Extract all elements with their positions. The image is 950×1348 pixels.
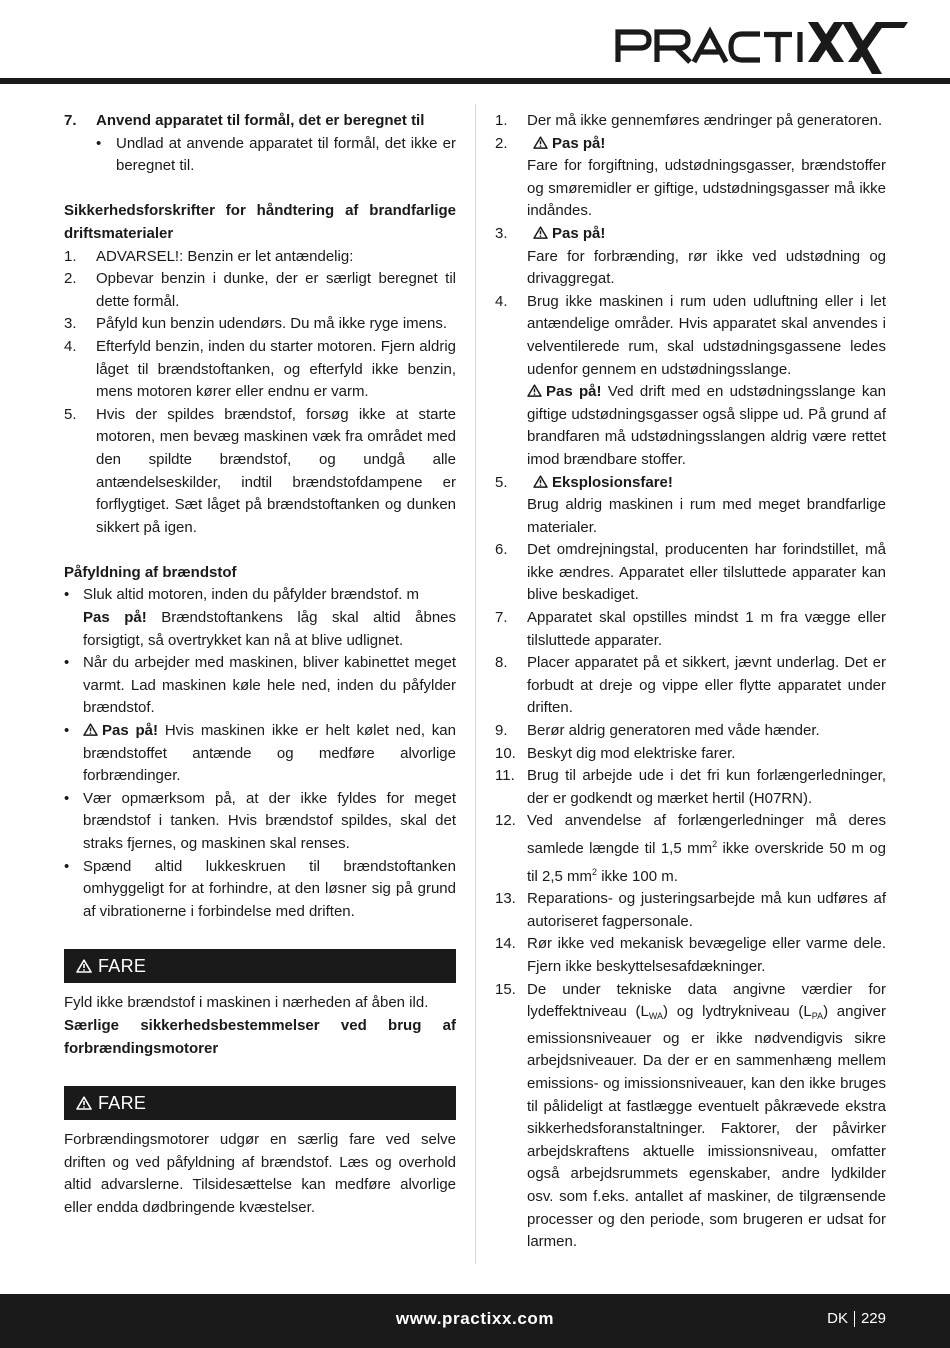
list-item: 14. Rør ikke ved mekanisk bevægelige eller varme dele. Fjern ikke beskyttelsesafdækninger. [495,935,886,975]
right-column [495,110,886,1254]
refuel-bullet: • Spænd altid lukkeskruen til brændstoftanken omhyggeligt for at forhindre, at den løsner sig på grund af vibrationerne i forbindelse med driften. [64,857,456,920]
refuel-bullet: • Sluk altid motoren, inden du påfylder brændstof. m Pas på! Brændstoftankens låg skal altid åbnes forsigtigt, så overtrykket kan nå at blive udlignet. [64,586,457,649]
warning-triangle-icon [76,959,92,973]
website-link[interactable]: www.practixx.com [395,1309,555,1328]
language-code: DK [827,1310,848,1327]
fuel-item: 4. Efterfyld benzin, inden du starter motoren. Fjern aldrig låget til brændstoftanken, og efterfyld ikke benzin, mens motoren kører eller endnu er varm. [64,337,456,401]
list-item: 12. Ved anvendelse af forlængerledninger må deres samlede længde til 1,5 $mm^2$ ikke overskride 50 m og til 2,5 $mm^2$ ikke 100 m. [495,812,886,885]
page-indicator [827,1310,886,1327]
item-7: 7. Anvend apparatet til formål, det er beregnet til [64,110,456,133]
danger-banner: FARE [64,1086,456,1120]
divider [854,1311,855,1327]
list-item: 5. Eksplosionsfare! Brug aldrig maskinen i rum med meget brandfarlige materialer. [495,473,886,536]
fuel-item: 1. ADVARSEL!: Benzin er let antændelig: [64,247,354,265]
warning-triangle-icon [533,475,548,488]
danger-text: Forbrændingsmotorer udgør en særlig fare ved selve driften og ved påfyldning af brændstof. Læs og overhold altid advarslerne. Tilsidesættelse kan medføre alvorlige eller endda dødbringende kvæstelser. [64,1131,456,1216]
warning-triangle-icon [533,136,548,149]
list-item: 8. Placer apparatet på et sikkert, jævnt underlag. Det er forbudt at dreje og vippe eller flytte apparatet under driften. [495,654,886,717]
list-item: 6. Det omdrejningstal, producenten har forindstillet, må ikke ændres. Apparatet eller tilsluttede apparater kan blive beskadiget. [495,541,886,604]
list-item: 11. Brug til arbejde ude i det fri kun forlængerledninger, der er godkendt og mærket hertil (H07RN). [495,767,886,807]
svg-text:PRACTIXX: PRACTIXX [614,16,620,17]
list-item: 4. Brug ikke maskinen i rum uden udluftning eller i let antændelige områder. Hvis apparatet skal anvendes i velventilerede rum, skal udstødningsgassene ledes udenfor gennem en udstødningsslange. Pas på! Ved drift med en udstødningsslange kan giftige udstødningsgasser også slippe ud. På grund af brandfaren må udstødningsslangen aldrig være rettet imod brændbare stoffer. [495,292,887,468]
header-rule [0,78,950,84]
fuel-safety-heading: Sikkerhedsforskrifter for håndtering af brandfarlige driftsmaterialer [64,202,456,242]
list-item: 2. Pas på! Fare for forgiftning, udstødningsgasser, brændstoffer og smøremidler er giftige, udstødningsgasser må ikke indåndes. [495,134,886,220]
fuel-item: 5. Hvis der spildes brændstof, forsøg ikke at starte motoren, men bevæg maskinen væk fra området med den spildte brændstof, og undgå alle antændelseskilder, indtil brændstofdampene er forflygtiget. Sæt låget på brændstoftanken og dunken sikkert på igen. [64,405,456,536]
refuel-bullet: • Pas på! Hvis maskinen ikke er helt kølet ned, kan brændstoffet antænde og medføre alvorlige forbrændinger. [64,722,456,785]
engine-safety-heading: Særlige sikkerhedsbestemmelser ved brug af forbrændingsmotorer [64,1016,456,1057]
warning-triangle-icon [76,1096,92,1110]
page-number: 229 [860,1310,886,1327]
warning-triangle-icon [527,384,542,397]
refuel-bullet: • Vær opmærksom på, at der ikke fyldes for meget brændstof i tanken. Hvis brændstof spildes, skal det straks fjernes, og maskinen skal renses. [64,789,456,852]
list-item: 9. Berør aldrig generatoren med våde hænder. [495,722,820,740]
refuel-heading: Påfyldning af brændstof [64,563,237,581]
danger-banner: FARE [64,949,456,983]
footer-bar [0,1294,950,1348]
list-item: 15. De under tekniske data angivne værdier for lydeffektniveau $(L_{WA})$ og lydtrykniveau $(L_{PA})$ angiver emissionsniveauer og er ikke nødvendigvis sikre arbejdsniveauer. Da der er en sammenhæng mellem emissions- og imissionsniveauer, kan den ikke bruges til pålideligt at fastlægge eventuelt påkrævede ekstra sikkerhedsforanstaltninger. Faktorer, der påvirker arbejdskraftens aktuelle imissionsniveau, omfatter også arbejdsrummets egenskaber, andre lydkilder osv. som f.eks. antallet af maskiner, de tilgrænsende processer og den periode, som brugeren er udsat for larmen. [495,980,887,1251]
list-item: 13. Reparations- og justeringsarbejde må kun udføres af autoriseret fagpersonale. [495,890,886,930]
column-divider [475,104,476,1264]
practixx-logo [614,16,914,76]
warning-triangle-icon [83,723,98,736]
item-7-bullet: • Undlad at anvende apparatet til formål, det ikke er beregnet til. [96,134,456,175]
fuel-item: 2. Opbevar benzin i dunke, der er særligt beregnet til dette formål. [64,270,456,310]
item-7-title: Anvend apparatet til formål, det er beregnet til [96,112,425,129]
danger-text: Fyld ikke brændstof i maskinen i nærheden af åben ild. [64,994,429,1012]
fuel-item: 3. Påfyld kun benzin udendørs. Du må ikke ryge imens. [64,315,447,333]
left-column [64,110,456,1220]
warning-triangle-icon [533,226,548,239]
refuel-bullet: • Når du arbejder med maskinen, bliver kabinettet meget varmt. Lad maskinen køle hele ned, inden du påfylder brændstof. [64,654,456,717]
list-item: 10. Beskyt dig mod elektriske farer. [495,744,736,762]
list-item: 7. Apparatet skal opstilles mindst 1 m fra vægge eller tilsluttede apparater. [495,609,886,649]
list-item: 3. Pas på! Fare for forbrænding, rør ikke ved udstødning og drivaggregat. [495,224,886,288]
list-item: 1. Der må ikke gennemføres ændringer på generatoren. [495,112,883,129]
